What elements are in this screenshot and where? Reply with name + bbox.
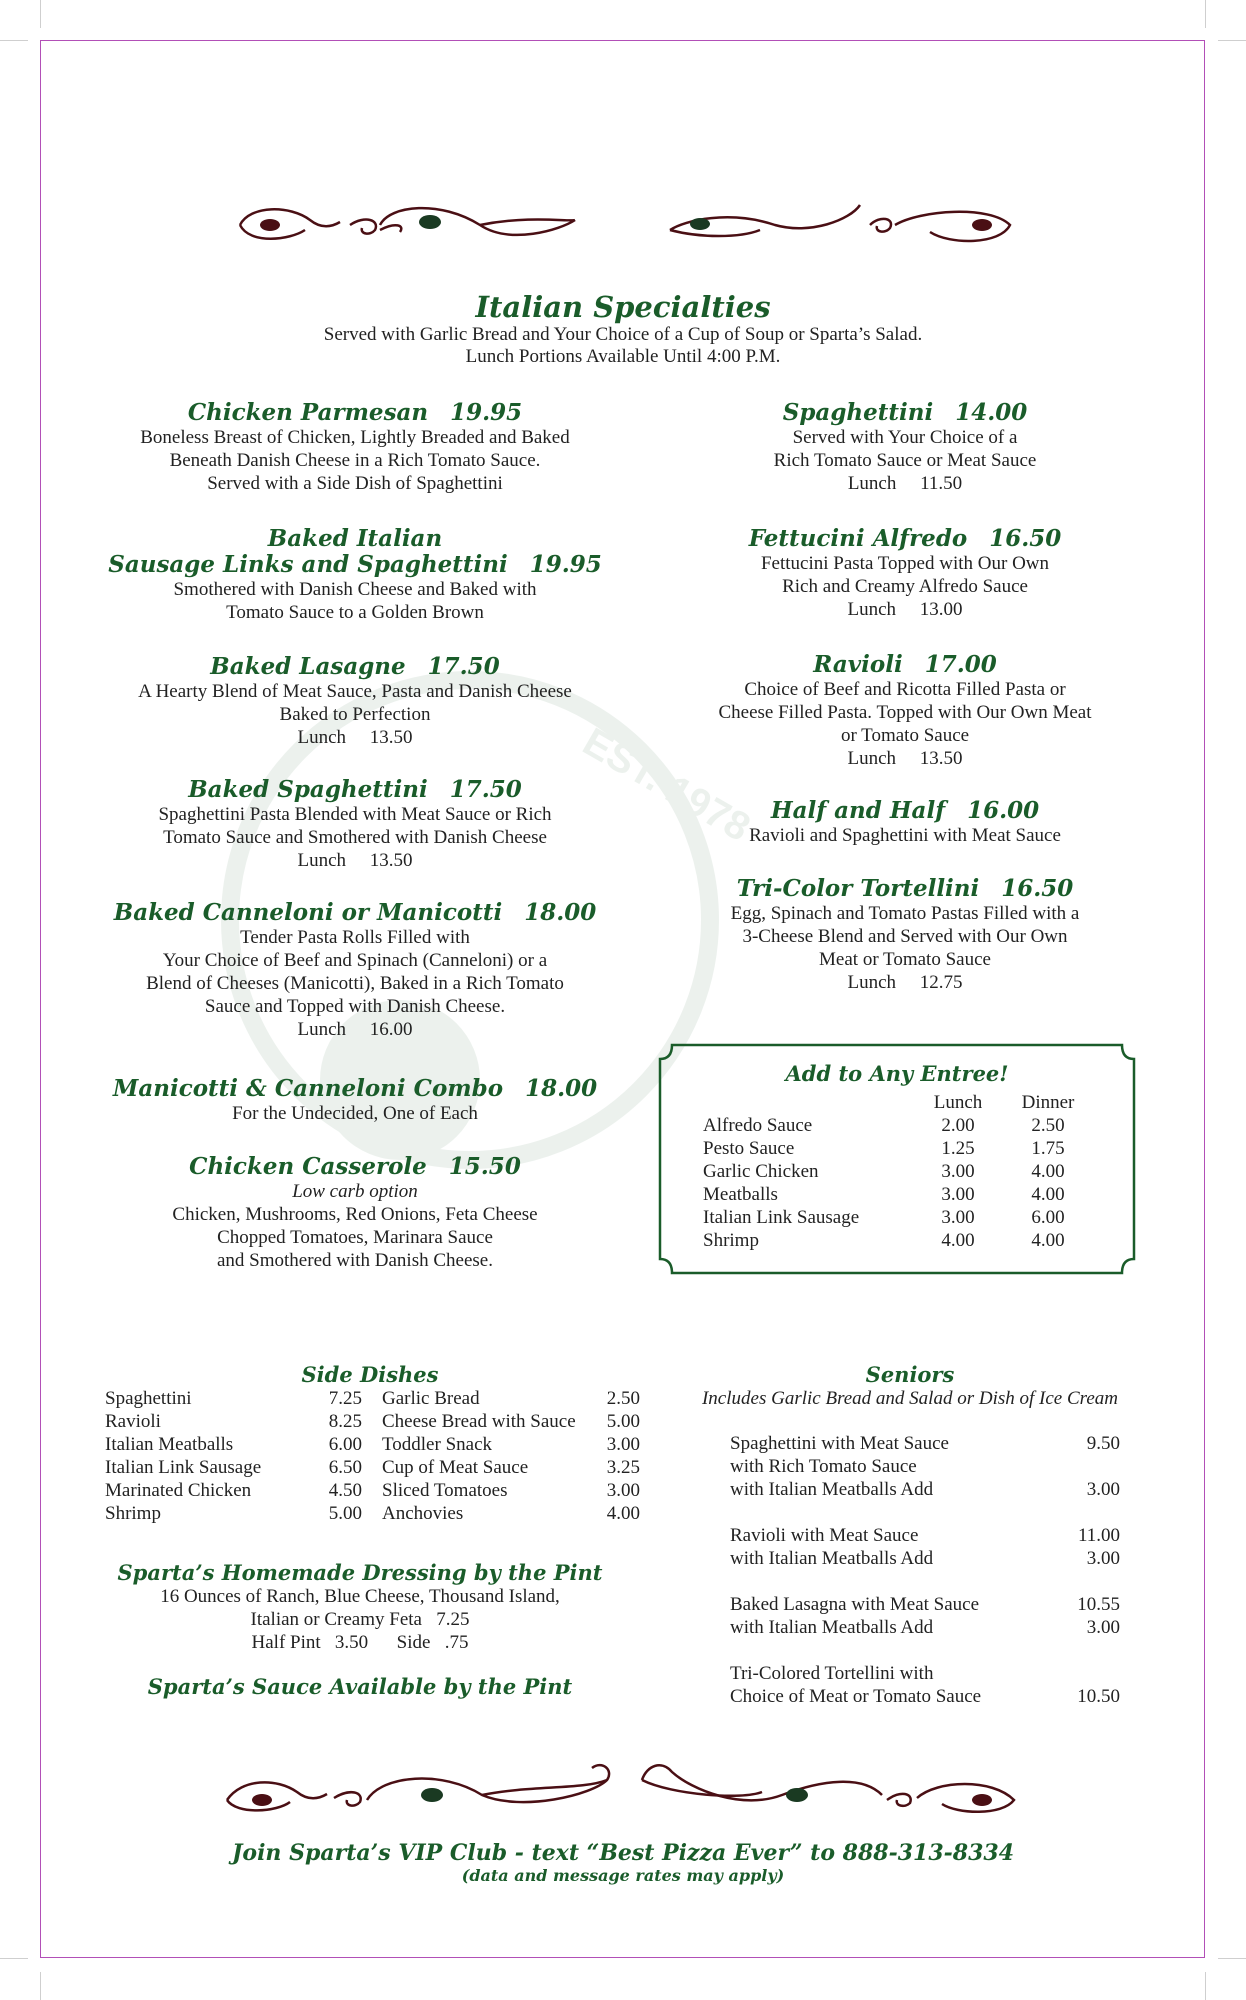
item-price: 19.95 [450,399,523,426]
item-description: Sauce and Topped with Danish Cheese. [204,996,506,1017]
item-description: Meat or Tomato Sauce [819,949,991,970]
table-row [105,1456,640,1479]
table-row [730,1478,1120,1501]
crop-mark [1205,0,1206,28]
menu-item [100,900,610,1054]
item-price: 17.50 [427,653,500,680]
seniors-table [730,1432,1120,1708]
item-name: Chicken Parmesan [187,399,429,426]
row-dinner-price: 2.50 [1031,1115,1065,1136]
row-name: Shrimp [703,1230,759,1251]
senior-price [1063,1570,1120,1593]
crop-mark [40,0,41,28]
sauce-title: Sparta’s Sauce Available by the Pint [147,1674,573,1699]
table-row [730,1570,1120,1593]
table-row [730,1685,1120,1708]
vip-club-text: Join Sparta’s VIP Club - text “Best Pizza Ever” to 888-313-8334 [231,1840,1015,1866]
item-price: 14.00 [955,399,1028,426]
item-price: 19.95 [529,551,602,578]
item-price: 18.00 [524,899,597,926]
table-row [730,1639,1120,1662]
item-name: Fettucini Alfredo [748,525,968,552]
top-ornament [230,200,1020,255]
item-lunch-price: Lunch 13.00 [847,599,963,620]
side-name: Italian Meatballs [105,1434,234,1455]
table-row [703,1160,1093,1183]
table-row [703,1114,1093,1137]
item-name: Chicken Casserole [189,1153,427,1180]
menu-item [680,400,1130,508]
senior-item: Baked Lasagna with Meat Sauce [730,1594,980,1615]
item-lunch-price: Lunch 16.00 [297,1019,413,1040]
table-row [730,1662,1120,1685]
crop-mark [1218,1958,1246,1959]
item-description: Fettucini Pasta Topped with Our Own [760,553,1050,574]
senior-item: Choice of Meat or Tomato Sauce [730,1686,982,1707]
item-name: Half and Half [770,797,946,824]
column-header-lunch: Lunch [933,1092,983,1113]
side-price: 8.25 [328,1411,362,1432]
side-name: Toddler Snack [382,1434,493,1455]
side-price: 7.25 [328,1388,362,1409]
senior-price [1063,1455,1120,1478]
item-description: Served with a Side Dish of Spaghettini [207,473,503,494]
side-name: Sliced Tomatoes [382,1480,508,1501]
row-lunch-price: 4.00 [941,1230,975,1251]
menu-item [680,876,1130,994]
row-dinner-price: 4.00 [1031,1230,1065,1251]
seniors-subtitle: Includes Garlic Bread and Salad or Dish of Ice Cream [701,1388,1118,1409]
item-name: Baked Lasagne [210,653,406,680]
row-lunch-price: 2.00 [941,1115,975,1136]
side-price: 3.00 [606,1434,640,1455]
item-description: Beneath Danish Cheese in a Rich Tomato Sauce. [169,450,541,471]
item-name: Manicotti & Canneloni Combo [112,1075,504,1102]
menu-item [680,526,1130,634]
item-description: 3-Cheese Blend and Served with Our Own [742,926,1068,947]
crop-mark [0,40,28,41]
item-lunch-price: Lunch 13.50 [297,850,413,871]
side-dishes-table [105,1387,640,1525]
row-dinner-price: 4.00 [1031,1184,1065,1205]
table-row [105,1387,640,1410]
item-description: Rich and Creamy Alfredo Sauce [782,576,1028,597]
item-description: Boneless Breast of Chicken, Lightly Breaded and Baked [140,427,570,448]
side-name: Shrimp [105,1503,161,1524]
menu-item [100,1154,610,1272]
item-description: Egg, Spinach and Tomato Pastas Filled with a [730,903,1080,924]
table-row [730,1455,1120,1478]
senior-price: 3.00 [1086,1617,1120,1638]
senior-price: 10.50 [1077,1686,1120,1707]
table-row [703,1229,1093,1252]
side-price: 3.00 [606,1480,640,1501]
row-name: Meatballs [703,1184,778,1205]
item-description: Choice of Beef and Ricotta Filled Pasta or [744,679,1066,700]
side-price: 5.00 [328,1503,362,1524]
menu-item [100,400,610,508]
header-subtitle: Lunch Portions Available Until 4:00 P.M. [465,346,781,367]
dressing-title: Sparta’s Homemade Dressing by the Pint [117,1560,603,1585]
item-description: Your Choice of Beef and Spinach (Canneloni) or a [162,950,548,971]
table-row [730,1593,1120,1616]
row-name: Garlic Chicken [703,1161,819,1182]
senior-item: with Italian Meatballs Add [730,1548,934,1569]
senior-price: 3.00 [1086,1548,1120,1569]
item-name: Baked Canneloni or Manicotti [113,899,503,926]
row-name: Alfredo Sauce [703,1115,813,1136]
crop-mark [1205,1972,1206,2000]
senior-price: 3.00 [1086,1479,1120,1500]
seniors-section [690,1362,1140,1708]
item-description: Tender Pasta Rolls Filled with [240,927,470,948]
side-price: 3.25 [606,1457,640,1478]
menu-item [680,652,1130,780]
senior-item: Tri-Colored Tortellini with [730,1663,934,1684]
item-name: Sausage Links and Spaghettini [108,551,508,578]
row-name: Italian Link Sausage [703,1207,860,1228]
item-name: Tri-Color Tortellini [736,875,980,902]
row-dinner-price: 1.75 [1031,1138,1065,1159]
side-price: 6.00 [328,1434,362,1455]
side-price: 4.50 [328,1480,362,1501]
crop-mark [1218,40,1246,41]
side-dishes-section [105,1362,645,1525]
item-description: Cheese Filled Pasta. Topped with Our Own Meat [718,702,1092,723]
menu-column-right [680,400,1130,994]
dressing-description: Italian or Creamy Feta 7.25 [250,1609,470,1630]
dressing-description: Half Pint 3.50 Side .75 [251,1632,469,1653]
side-price: 6.50 [328,1457,362,1478]
senior-price: 10.55 [1077,1594,1120,1615]
dressing-description: 16 Ounces of Ranch, Blue Cheese, Thousand Island, [160,1586,560,1607]
menu-item [100,526,610,634]
dressing-section [100,1560,620,1699]
row-dinner-price: 6.00 [1031,1207,1065,1228]
column-header-dinner: Dinner [1021,1092,1075,1113]
rates-disclaimer: (data and message rates may apply) [461,1866,785,1885]
header-subtitle: Served with Garlic Bread and Your Choice of a Cup of Soup or Sparta’s Salad. [323,324,923,345]
menu-column-left [100,400,610,1272]
item-description: Rich Tomato Sauce or Meat Sauce [773,450,1037,471]
side-dishes-title: Side Dishes [301,1362,439,1387]
item-price: 16.00 [967,797,1040,824]
crop-mark [0,1958,28,1959]
item-description: Served with Your Choice of a [792,427,1018,448]
senior-price [1063,1501,1120,1524]
table-row [105,1502,640,1525]
table-row [703,1183,1093,1206]
senior-price: 9.50 [1086,1433,1120,1454]
senior-price [1063,1662,1120,1685]
senior-item: with Italian Meatballs Add [730,1617,934,1638]
item-description: Smothered with Danish Cheese and Baked with [173,579,537,600]
seniors-title: Seniors [865,1362,955,1387]
row-dinner-price: 4.00 [1031,1161,1065,1182]
footer [100,1840,1146,1885]
table-row [105,1410,640,1433]
item-description: Tomato Sauce and Smothered with Danish Cheese [163,827,547,848]
table-row [105,1479,640,1502]
section-header [100,290,1146,368]
menu-item [680,798,1130,858]
table-row [703,1137,1093,1160]
senior-price [1063,1639,1120,1662]
side-name: Cheese Bread with Sauce [382,1411,576,1432]
side-price: 4.00 [606,1503,640,1524]
table-header-row [703,1091,1093,1114]
item-description: Tomato Sauce to a Golden Brown [226,602,484,623]
side-price: 2.50 [606,1388,640,1409]
row-lunch-price: 1.25 [941,1138,975,1159]
table-row [730,1616,1120,1639]
item-price: 17.00 [924,651,997,678]
item-name: Ravioli [813,651,903,678]
item-description: Blend of Cheeses (Manicotti), Baked in a Rich Tomato [146,973,564,994]
item-lunch-price: Lunch 12.75 [847,972,963,993]
senior-price: 11.00 [1077,1525,1120,1546]
item-price: 16.50 [989,525,1062,552]
senior-item: Ravioli with Meat Sauce [730,1525,919,1546]
table-row [105,1433,640,1456]
item-lunch-price: Lunch 13.50 [847,748,963,769]
senior-item [730,1639,1063,1662]
senior-item: with Italian Meatballs Add [730,1479,934,1500]
side-name: Marinated Chicken [105,1480,252,1501]
item-description: Ravioli and Spaghettini with Meat Sauce [749,825,1061,846]
senior-item [730,1570,1063,1593]
item-description: and Smothered with Danish Cheese. [217,1250,493,1271]
bottom-ornament [222,1750,1022,1825]
crop-mark [40,1972,41,2000]
item-description: Spaghettini Pasta Blended with Meat Sauce or Rich [158,804,552,825]
menu-item [100,654,610,762]
table-row [703,1206,1093,1229]
row-lunch-price: 3.00 [941,1207,975,1228]
senior-item: Spaghettini with Meat Sauce [730,1433,949,1454]
watermark-est-text: EST. 1978 [575,719,758,851]
menu-item [100,1076,610,1132]
item-description: Chopped Tomatoes, Marinara Sauce [217,1227,493,1248]
table-row [730,1547,1120,1570]
table-row [730,1524,1120,1547]
side-name: Cup of Meat Sauce [382,1457,529,1478]
side-name: Spaghettini [105,1388,192,1409]
senior-item: with Rich Tomato Sauce [730,1456,917,1477]
item-description: Baked to Perfection [279,704,431,725]
item-note: Low carb option [292,1181,418,1202]
table-row [730,1501,1120,1524]
item-price: 17.50 [449,776,522,803]
item-price: 16.50 [1001,875,1074,902]
side-name: Italian Link Sausage [105,1457,262,1478]
add-to-entree-title: Add to Any Entree! [785,1061,1009,1086]
item-lunch-price: Lunch 11.50 [847,473,963,494]
page-title: Italian Specialties [475,290,771,324]
item-description: Chicken, Mushrooms, Red Onions, Feta Cheese [172,1204,538,1225]
senior-item [730,1501,1063,1524]
side-name: Anchovies [382,1503,464,1524]
table-row [730,1432,1120,1455]
item-name: Baked Italian [267,525,443,552]
item-description: A Hearty Blend of Meat Sauce, Pasta and Danish Cheese [138,681,572,702]
item-name: Spaghettini [782,399,934,426]
item-price: 15.50 [448,1153,521,1180]
row-name: Pesto Sauce [703,1138,795,1159]
side-name: Garlic Bread [382,1388,480,1409]
item-description: or Tomato Sauce [840,725,970,746]
side-name: Ravioli [105,1411,161,1432]
add-to-entree-table [703,1091,1093,1252]
row-lunch-price: 3.00 [941,1161,975,1182]
item-name: Baked Spaghettini [188,776,428,803]
item-price: 18.00 [525,1075,598,1102]
item-description: For the Undecided, One of Each [232,1103,478,1124]
menu-item [100,777,610,885]
row-lunch-price: 3.00 [941,1184,975,1205]
add-to-entree-box [658,1043,1136,1275]
item-lunch-price: Lunch 13.50 [297,727,413,748]
side-price: 5.00 [606,1411,640,1432]
